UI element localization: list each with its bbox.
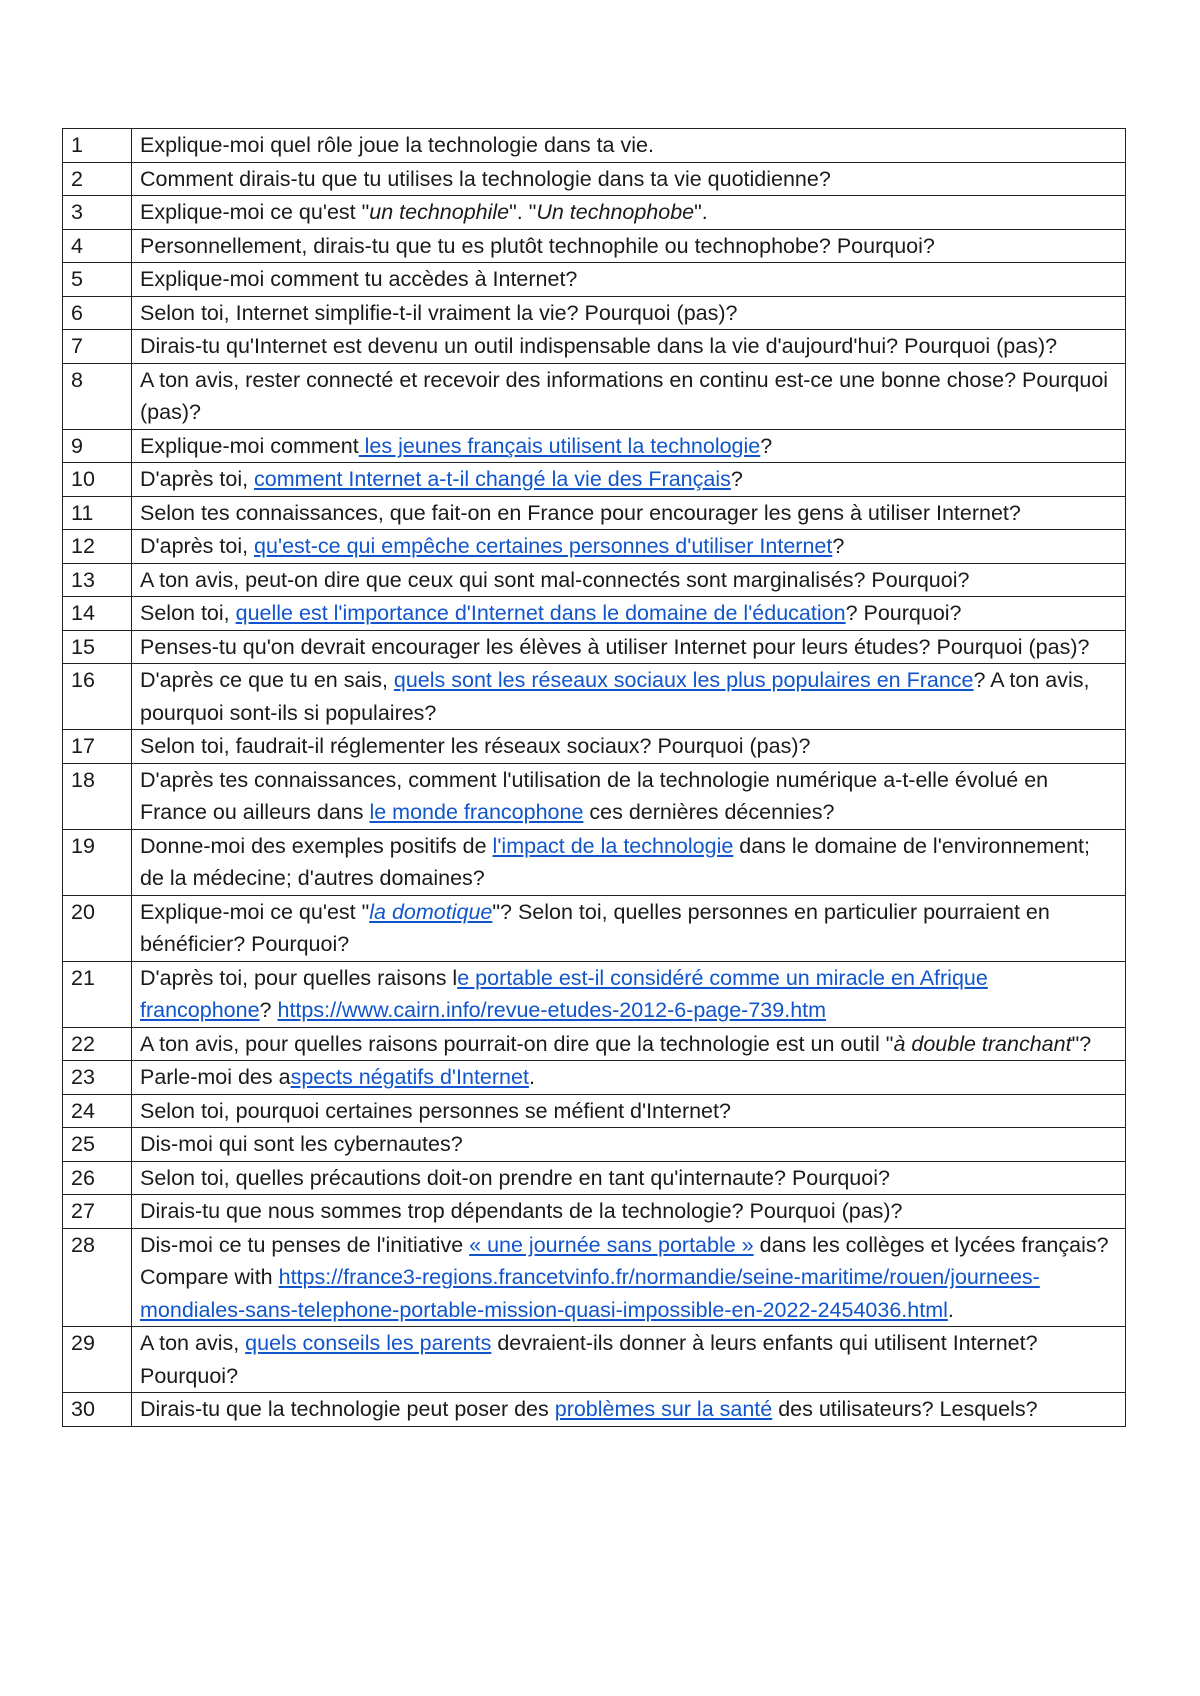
question-text bbox=[132, 363, 1126, 429]
question-text-segment: Selon tes connaissances, que fait-on en France pour encourager les gens à utiliser Internet? bbox=[140, 500, 1021, 525]
question-text-segment: Dirais-tu que nous sommes trop dépendants de la technologie? Pourquoi (pas)? bbox=[140, 1199, 903, 1223]
question-italic-text: à double tranchant bbox=[893, 1031, 1072, 1056]
question-text bbox=[132, 1161, 1126, 1195]
question-text-segment: dans les collèges et lycées français? Compare with bbox=[140, 1232, 1109, 1289]
question-text bbox=[132, 429, 1126, 463]
question-row bbox=[63, 563, 1126, 597]
question-text bbox=[132, 263, 1126, 297]
question-link[interactable]: spects négatifs d'Internet bbox=[290, 1065, 529, 1089]
question-number: 29 bbox=[63, 1327, 132, 1393]
question-text-segment: Explique-moi comment tu accèdes à Internet? bbox=[140, 267, 578, 291]
question-row bbox=[63, 129, 1126, 163]
question-text-segment: A ton avis, rester connecté et recevoir des informations en continu est-ce une bonne chose? Pourquoi (pas)? bbox=[140, 367, 1109, 424]
question-text-segment: . bbox=[528, 1065, 535, 1089]
question-text-segment: ". " bbox=[509, 200, 537, 224]
question-text bbox=[132, 763, 1126, 829]
question-text-segment: Explique-moi quel rôle joue la technologie dans ta vie. bbox=[140, 133, 654, 157]
question-row bbox=[63, 1195, 1126, 1229]
question-row bbox=[63, 296, 1126, 330]
question-row bbox=[63, 961, 1126, 1027]
question-text-segment: Explique-moi ce qu'est " bbox=[140, 899, 370, 924]
question-text bbox=[132, 563, 1126, 597]
question-text-segment: D'après ce que tu en sais, bbox=[140, 668, 394, 692]
question-text-segment: devraient-ils donner à leurs enfants qui utilisent Internet? Pourquoi? bbox=[140, 1331, 1038, 1388]
question-row bbox=[63, 1094, 1126, 1128]
question-text-segment: A ton avis, bbox=[140, 1331, 246, 1355]
question-link[interactable]: « une journée sans portable » bbox=[469, 1232, 754, 1257]
question-italic-text: Un technophobe bbox=[536, 200, 695, 224]
question-text bbox=[132, 463, 1126, 497]
question-text-segment: "? Selon toi, quelles personnes en particulier pourraient en bénéficier? Pourquoi? bbox=[140, 899, 1050, 956]
question-text bbox=[132, 597, 1126, 631]
question-link[interactable]: l'impact de la technologie bbox=[492, 833, 734, 858]
question-number: 3 bbox=[63, 196, 132, 230]
question-number: 14 bbox=[63, 597, 132, 631]
question-link[interactable]: https://www.cairn.info/revue-etudes-2012-6-page-739.htm bbox=[277, 998, 827, 1022]
question-number: 4 bbox=[63, 229, 132, 263]
question-row bbox=[63, 330, 1126, 364]
question-number: 27 bbox=[63, 1195, 132, 1229]
question-text-segment: Parle-moi des a bbox=[140, 1065, 291, 1089]
question-row bbox=[63, 1327, 1126, 1393]
question-row bbox=[63, 429, 1126, 463]
question-text bbox=[132, 1195, 1126, 1229]
question-text-segment: ? bbox=[832, 534, 845, 558]
question-number: 12 bbox=[63, 530, 132, 564]
question-text-segment: Explique-moi comment bbox=[140, 433, 359, 458]
question-number: 20 bbox=[63, 895, 132, 961]
question-text bbox=[132, 1027, 1126, 1061]
question-row bbox=[63, 895, 1126, 961]
question-number: 9 bbox=[63, 429, 132, 463]
question-row bbox=[63, 597, 1126, 631]
question-text-segment: Personnellement, dirais-tu que tu es plutôt technophile ou technophobe? Pourquoi? bbox=[140, 233, 935, 258]
question-link[interactable]: problèmes sur la santé bbox=[554, 1397, 773, 1421]
question-text-segment: Dis-moi ce tu penses de l'initiative bbox=[140, 1232, 470, 1257]
question-row bbox=[63, 1161, 1126, 1195]
question-text-segment: D'après toi, bbox=[140, 467, 255, 491]
question-text-segment: A ton avis, pour quelles raisons pourrait-on dire que la technologie est un outil " bbox=[140, 1031, 894, 1056]
question-text-segment: ces dernières décennies? bbox=[583, 800, 835, 824]
question-text bbox=[132, 1128, 1126, 1162]
question-text bbox=[132, 895, 1126, 961]
question-text bbox=[132, 829, 1126, 895]
question-number: 21 bbox=[63, 961, 132, 1027]
question-number: 2 bbox=[63, 162, 132, 196]
question-text bbox=[132, 196, 1126, 230]
question-row bbox=[63, 196, 1126, 230]
question-text bbox=[132, 296, 1126, 330]
question-text-segment: ". bbox=[694, 200, 708, 224]
question-text bbox=[132, 229, 1126, 263]
question-text-segment: Dirais-tu que la technologie peut poser des bbox=[140, 1397, 555, 1421]
question-text bbox=[132, 162, 1126, 196]
question-number: 17 bbox=[63, 730, 132, 764]
question-row bbox=[63, 1128, 1126, 1162]
question-text-segment: des utilisateurs? Lesquels? bbox=[772, 1397, 1038, 1421]
question-text-segment: ? bbox=[730, 467, 743, 491]
question-text-segment: "? bbox=[1071, 1031, 1092, 1056]
question-text-segment: A ton avis, peut-on dire que ceux qui sont mal-connectés sont marginalisés? Pourquoi? bbox=[140, 567, 970, 592]
question-link[interactable]: le monde francophone bbox=[369, 800, 584, 824]
question-text-segment: Dis-moi qui sont les cybernautes? bbox=[140, 1132, 463, 1156]
question-text-segment: ? bbox=[259, 998, 278, 1022]
question-number: 19 bbox=[63, 829, 132, 895]
question-italic-text: un technophile bbox=[369, 200, 510, 224]
question-text-segment: dans le domaine de l'environnement; de la médecine; d'autres domaines? bbox=[140, 833, 1091, 890]
question-text-segment: D'après toi, pour quelles raisons l bbox=[140, 965, 458, 990]
question-number: 28 bbox=[63, 1228, 132, 1327]
question-number: 5 bbox=[63, 263, 132, 297]
question-number: 11 bbox=[63, 496, 132, 530]
question-link[interactable]: les jeunes français utilisent la technologie bbox=[358, 433, 761, 458]
question-text-segment: Selon toi, pourquoi certaines personnes se méfient d'Internet? bbox=[140, 1098, 731, 1123]
question-text-segment: Penses-tu qu'on devrait encourager les élèves à utiliser Internet pour leurs études? Pourquoi (pas)? bbox=[140, 634, 1090, 659]
question-row bbox=[63, 1228, 1126, 1327]
question-number: 26 bbox=[63, 1161, 132, 1195]
question-row bbox=[63, 463, 1126, 497]
question-number: 22 bbox=[63, 1027, 132, 1061]
question-row bbox=[63, 1061, 1126, 1095]
question-number: 24 bbox=[63, 1094, 132, 1128]
question-text-segment: Selon toi, Internet simplifie-t-il vraiment la vie? Pourquoi (pas)? bbox=[140, 300, 738, 325]
question-text bbox=[132, 1228, 1126, 1327]
questions-table bbox=[62, 128, 1126, 1427]
question-row bbox=[63, 496, 1126, 530]
question-text-segment: Selon toi, faudrait-il réglementer les réseaux sociaux? Pourquoi (pas)? bbox=[140, 734, 811, 758]
question-link[interactable]: https://france3-regions.francetvinfo.fr/normandie/seine-maritime/rouen/journees-mondiales-sans-telephone-portable-mission-quasi-impossible-en-2022-2454036.html bbox=[140, 1265, 1040, 1322]
question-row bbox=[63, 263, 1126, 297]
question-row bbox=[63, 1393, 1126, 1427]
question-number: 8 bbox=[63, 363, 132, 429]
question-text bbox=[132, 1094, 1126, 1128]
question-text-segment: Selon toi, bbox=[140, 601, 236, 625]
question-row bbox=[63, 229, 1126, 263]
question-link[interactable]: la domotique bbox=[369, 899, 493, 924]
question-text-segment: ? Pourquoi? bbox=[845, 601, 962, 625]
question-text-segment: ? A ton avis, pourquoi sont-ils si populaires? bbox=[140, 668, 1090, 725]
question-text bbox=[132, 730, 1126, 764]
question-text-segment: . bbox=[947, 1297, 954, 1322]
question-text-segment: Selon toi, quelles précautions doit-on prendre en tant qu'internaute? Pourquoi? bbox=[140, 1165, 890, 1190]
question-text-segment: Comment dirais-tu que tu utilises la technologie dans ta vie quotidienne? bbox=[140, 166, 831, 191]
question-text bbox=[132, 630, 1126, 664]
question-row bbox=[63, 630, 1126, 664]
question-text bbox=[132, 961, 1126, 1027]
question-text-segment: Donne-moi des exemples positifs de bbox=[140, 833, 493, 858]
question-link[interactable]: qu'est-ce qui empêche certaines personnes d'utiliser Internet bbox=[254, 534, 833, 558]
question-text bbox=[132, 1061, 1126, 1095]
question-text bbox=[132, 530, 1126, 564]
question-number: 1 bbox=[63, 129, 132, 163]
question-link[interactable]: comment Internet a-t-il changé la vie des Français bbox=[254, 467, 731, 491]
question-text bbox=[132, 129, 1126, 163]
question-text bbox=[132, 664, 1126, 730]
question-number: 10 bbox=[63, 463, 132, 497]
question-row bbox=[63, 829, 1126, 895]
question-link[interactable]: quels sont les réseaux sociaux les plus populaires en France bbox=[393, 668, 974, 692]
question-text bbox=[132, 1393, 1126, 1427]
question-link[interactable]: quels conseils les parents bbox=[245, 1331, 492, 1355]
question-text bbox=[132, 496, 1126, 530]
question-row bbox=[63, 664, 1126, 730]
question-row bbox=[63, 730, 1126, 764]
question-text-segment: Explique-moi ce qu'est " bbox=[140, 200, 370, 224]
question-row bbox=[63, 763, 1126, 829]
question-row bbox=[63, 162, 1126, 196]
question-number: 15 bbox=[63, 630, 132, 664]
question-number: 13 bbox=[63, 563, 132, 597]
question-number: 18 bbox=[63, 763, 132, 829]
question-row bbox=[63, 1027, 1126, 1061]
question-number: 25 bbox=[63, 1128, 132, 1162]
question-link[interactable]: e portable est-il considéré comme un miracle en Afrique francophone bbox=[140, 965, 988, 1022]
question-number: 23 bbox=[63, 1061, 132, 1095]
question-text bbox=[132, 1327, 1126, 1393]
question-text-segment: D'après toi, bbox=[140, 534, 255, 558]
question-number: 30 bbox=[63, 1393, 132, 1427]
question-number: 7 bbox=[63, 330, 132, 364]
question-number: 16 bbox=[63, 664, 132, 730]
question-link[interactable]: quelle est l'importance d'Internet dans le domaine de l'éducation bbox=[235, 601, 846, 625]
question-row bbox=[63, 363, 1126, 429]
question-text-segment: D'après tes connaissances, comment l'utilisation de la technologie numérique a-t-elle évolué en France ou ailleurs dans bbox=[140, 767, 1049, 824]
question-text bbox=[132, 330, 1126, 364]
questions-table-body bbox=[63, 129, 1126, 1427]
question-text-segment: ? bbox=[760, 433, 773, 458]
question-number: 6 bbox=[63, 296, 132, 330]
question-row bbox=[63, 530, 1126, 564]
question-text-segment: Dirais-tu qu'Internet est devenu un outil indispensable dans la vie d'aujourd'hui? Pourquoi (pas)? bbox=[140, 334, 1058, 358]
